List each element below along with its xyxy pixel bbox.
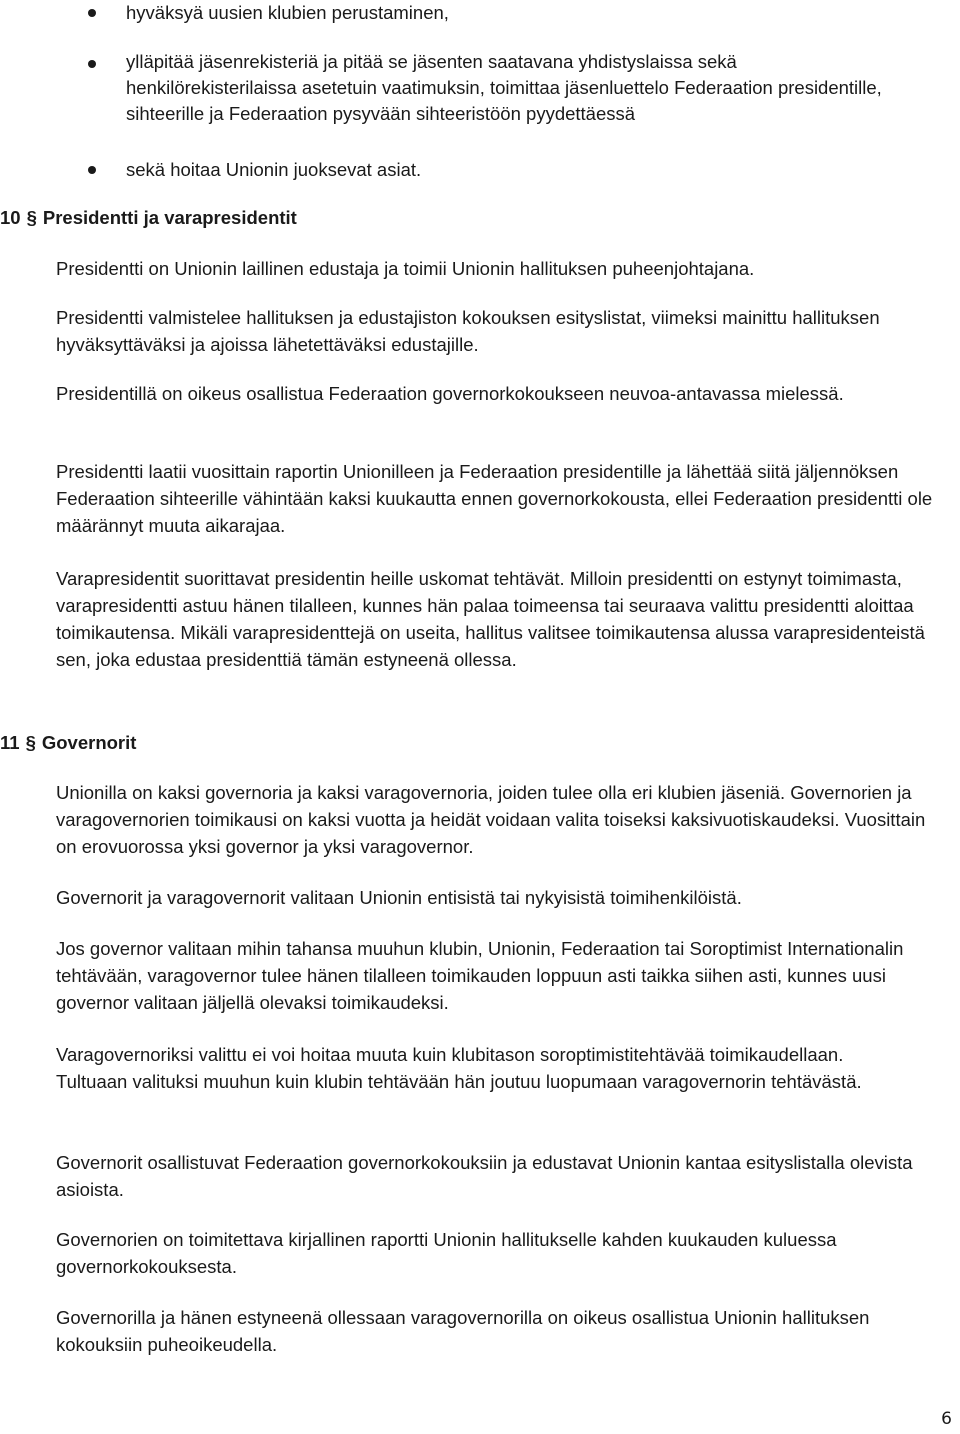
paragraph: Governorit ja varagovernorit valitaan Unionin entisistä tai nykyisistä toimihenkilöistä.	[56, 887, 742, 908]
bullet-item: sekä hoitaa Unionin juoksevat asiat.	[126, 159, 422, 180]
paragraph: Unionilla on kaksi governoria ja kaksi varagovernoria, joiden tulee olla eri klubien jäseniä. Governorien ja varagovernorien toimikausi on kaksi vuotta ja heidät voidaan valita toiseksi kaksivuotiskaudeksi. Vuosittain on erovuorossa yksi governor ja yksi varagovernor.	[56, 782, 926, 857]
section-number: 10	[0, 207, 21, 228]
bullet-marker	[88, 9, 96, 17]
paragraph: Presidentti valmistelee hallituksen ja edustajiston kokouksen esityslistat, viimeksi mainittu hallituksen hyväksyttäväksi ja ajoissa lähetettäväksi edustajille.	[56, 307, 880, 355]
bullet-marker	[88, 166, 96, 174]
section-heading-11	[0, 730, 136, 756]
bullet-marker	[88, 60, 96, 68]
section-number: 11	[0, 732, 20, 753]
section-title: Presidentti ja varapresidentit	[42, 207, 297, 228]
section-title: Governorit	[41, 732, 137, 753]
section-heading-10	[0, 205, 297, 231]
paragraph: Varagovernoriksi valittu ei voi hoitaa muuta kuin klubitason soroptimistitehtävää toimikaudellaan. Tultuaan valituksi muuhun kuin klubin tehtävään hän joutuu luopumaan varagovernorin tehtävästä.	[56, 1044, 862, 1092]
paragraph: Varapresidentit suorittavat presidentin heille uskomat tehtävät. Milloin presidentti on estynyt toimimasta, varapresidentti astuu hänen tilalleen, kunnes hän palaa toimeensa tai seuraava valittu presidentti aloittaa toimikautensa. Mikäli varapresidenttejä on useita, hallitus valitsee toimikautensa alussa varapresidenteistä sen, joka edustaa presidenttiä tämän estyneenä ollessa.	[56, 568, 925, 670]
page-number: 6	[941, 1409, 952, 1429]
paragraph: Jos governor valitaan mihin tahansa muuhun klubin, Unionin, Federaation tai Soroptimist Internationalin tehtävään, varagovernor tulee hänen tilalleen toimikauden loppuun asti taikka siihen asti, kunnes uusi governor valitaan jäljellä olevaksi toimikaudeksi.	[56, 938, 904, 1013]
section-symbol: §	[26, 207, 37, 228]
paragraph: Presidentti on Unionin laillinen edustaja ja toimii Unionin hallituksen puheenjohtajana.	[56, 258, 755, 279]
bullet-item: ylläpitää jäsenrekisteriä ja pitää se jäsenten saatavana yhdistyslaissa sekä henkilörekisterilaissa asetetuin vaatimuksin, toimittaa jäsenluettelo Federaation presidentille, sihteerille ja Federaation pysyvään sihteeristöön pyydettäessä	[126, 51, 882, 124]
paragraph: Governorilla ja hänen estyneenä ollessaan varagovernorilla on oikeus osallistua Unionin hallituksen kokouksiin puheoikeudella.	[56, 1307, 870, 1355]
paragraph: Governorien on toimitettava kirjallinen raportti Unionin hallitukselle kahden kuukauden kuluessa governorkokouksesta.	[56, 1229, 837, 1277]
section-symbol: §	[25, 732, 36, 753]
paragraph: Presidentti laatii vuosittain raportin Unionilleen ja Federaation presidentille ja lähettää siitä jäljennöksen Federaation sihteerille vähintään kaksi kuukautta ennen governorkokousta, ellei Federaation presidentti ole määrännyt muuta aikarajaa.	[56, 461, 933, 536]
bullet-item: hyväksyä uusien klubien perustaminen,	[126, 2, 449, 23]
paragraph: Governorit osallistuvat Federaation governorkokouksiin ja edustavat Unionin kantaa esityslistalla olevista asioista.	[56, 1152, 913, 1200]
paragraph: Presidentillä on oikeus osallistua Federaation governorkokoukseen neuvoa-antavassa mielessä.	[56, 383, 844, 404]
